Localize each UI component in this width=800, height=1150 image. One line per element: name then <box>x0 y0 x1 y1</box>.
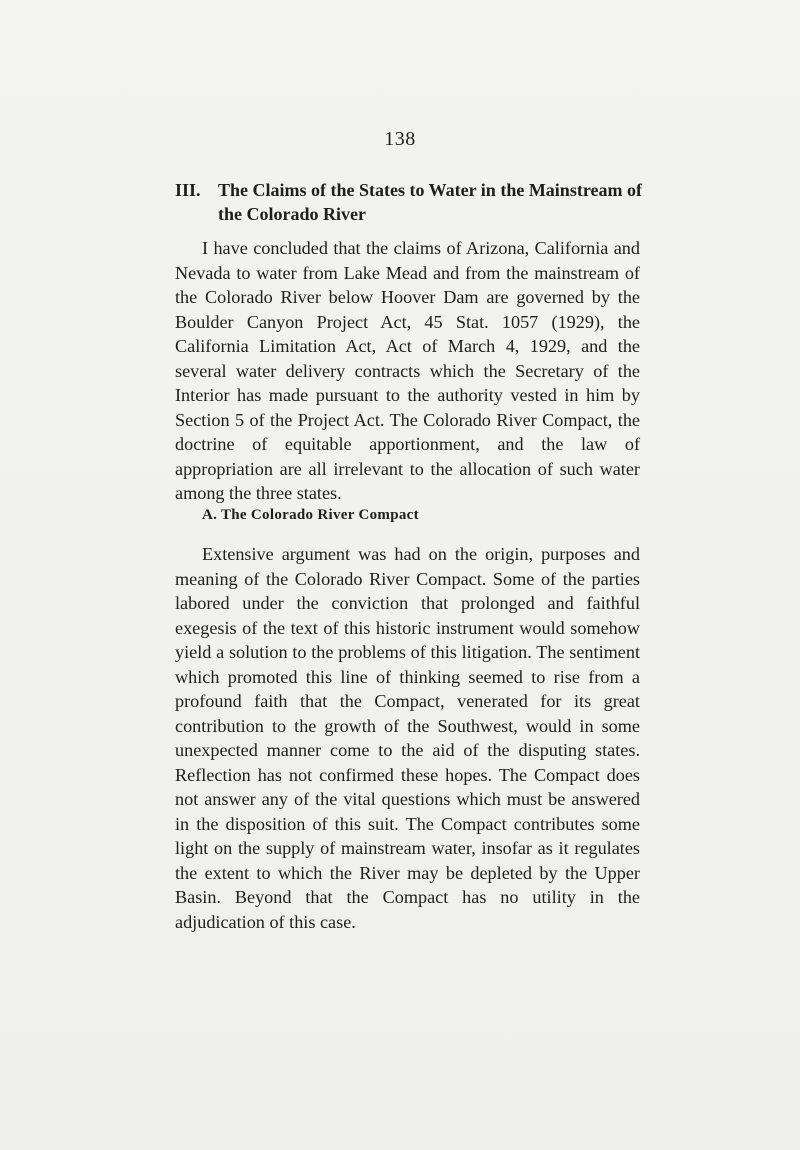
section-title: The Claims of the States to Water in the Mainstream of the Colorado River <box>218 180 642 224</box>
section-numeral: III. <box>175 180 201 200</box>
body-paragraph-2: Extensive argument was had on the origin, purposes and meaning of the Colorado River Compact. Some of the parties labored under the conviction that prolonged and faithful exegesis of the text of this historic instrument would somehow yield a solution to the problems of this litigation. The sentiment which promoted this line of thinking seemed to rise from a profound faith that the Compact, venerated for its great contribution to the growth of the Southwest, would in some unexpected manner come to the aid of the disputing states. Reflection has not confirmed these hopes. The Compact does not answer any of the vital questions which must be answered in the disposition of this suit. The Compact contributes some light on the supply of mainstream water, insofar as it regulates the extent to which the River may be depleted by the Upper Basin. Beyond that the Compact has no utility in the adjudication of this case. <box>175 544 640 932</box>
subsection-heading: A. The Colorado River Compact <box>202 507 419 523</box>
section-heading <box>175 178 645 226</box>
page-number: 138 <box>384 128 416 150</box>
body-paragraph-1: I have concluded that the claims of Arizona, California and Nevada to water from Lake Mead and from the mainstream of the Colorado River below Hoover Dam are governed by the Boulder Canyon Project Act, 45 Stat. 1057 (1929), the California Limitation Act, Act of March 4, 1929, and the several water delivery contracts which the Secretary of the Interior has made pursuant to the authority vested in him by Section 5 of the Project Act. The Colorado River Compact, the doctrine of equitable apportionment, and the law of appropriation are all irrelevant to the allocation of such water among the three states. <box>175 238 640 503</box>
